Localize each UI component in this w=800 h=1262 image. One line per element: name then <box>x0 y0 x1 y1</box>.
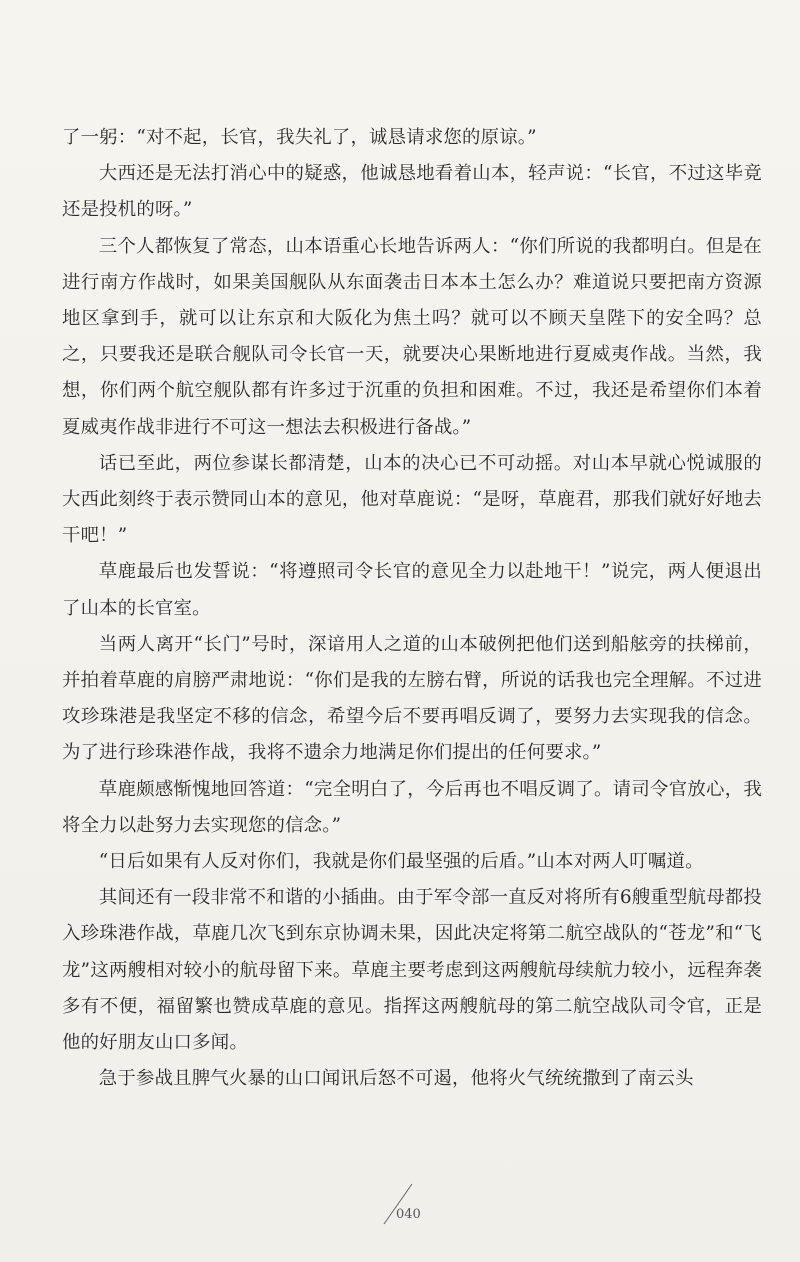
body-text <box>62 120 762 1097</box>
page-number: 040 <box>396 1207 421 1222</box>
paragraph: 当两人离开“长门”号时，深谙用人之道的山本破例把他们送到船舷旁的扶梯前，并拍着草鹿的肩膀严肃地说：“你们是我的左膀右臂，所说的话我也完全理解。不过进攻珍珠港是我坚定不移的信念，希望今后不要再唱反调了，要努力去实现我的信念。为了进行珍珠港作战，我将不遗余力地满足你们提出的任何要求。” <box>62 633 762 764</box>
paragraph: 大西还是无法打消心中的疑惑，他诚恳地看着山本，轻声说：“长官，不过这毕竟还是投机的呀。” <box>62 163 762 221</box>
paragraph: 急于参战且脾气火暴的山口闻讯后怒不可遏，他将火气统统撒到了南云头 <box>98 1068 694 1090</box>
paragraph: 草鹿颇感惭愧地回答道：“完全明白了，今后再也不唱反调了。请司令官放心，我将全力以赴努力去实现您的信念。” <box>62 778 762 836</box>
paragraph: 三个人都恢复了常态，山本语重心长地告诉两人：“你们所说的我都明白。但是在进行南方作战时，如果美国舰队从东面袭击日本本土怎么办？难道说只要把南方资源地区拿到手，就可以让东京和大阪化为焦土吗？就可以不顾天皇陛下的安全吗？总之，只要我还是联合舰队司令长官一天，就要决心果断地进行夏威夷作战。当然，我想，你们两个航空舰队都有许多过于沉重的负担和困难。不过，我还是希望你们本着夏威夷作战非进行不可这一想法去积极进行备战。” <box>62 235 762 438</box>
paragraph: 草鹿最后也发誓说：“将遵照司令长官的意见全力以赴地干！”说完，两人便退出了山本的长官室。 <box>62 561 762 619</box>
paragraph: 话已至此，两位参谋长都清楚，山本的决心已不可动摇。对山本早就心悦诚服的大西此刻终于表示赞同山本的意见，他对草鹿说：“是呀，草鹿君，那我们就好好地去干吧！” <box>62 452 762 547</box>
paragraph: “日后如果有人反对你们，我就是你们最坚强的后盾。”山本对两人叮嘱道。 <box>98 851 704 873</box>
paragraph: 了一躬：“对不起，长官，我失礼了，诚恳请求您的原谅。” <box>62 127 537 148</box>
paragraph: 其间还有一段非常不和谐的小插曲。由于军令部一直反对将所有6艘重型航母都投入珍珠港作战，草鹿几次飞到东京协调未果，因此决定将第二航空战队的“苍龙”和“飞龙”这两艘相对较小的航母留下来。草鹿主要考虑到这两艘航母续航力较小，远程奔袭多有不便，福留繁也赞成草鹿的意见。指挥这两艘航母的第二航空战队司令官，正是他的好朋友山口多闻。 <box>62 887 762 1054</box>
